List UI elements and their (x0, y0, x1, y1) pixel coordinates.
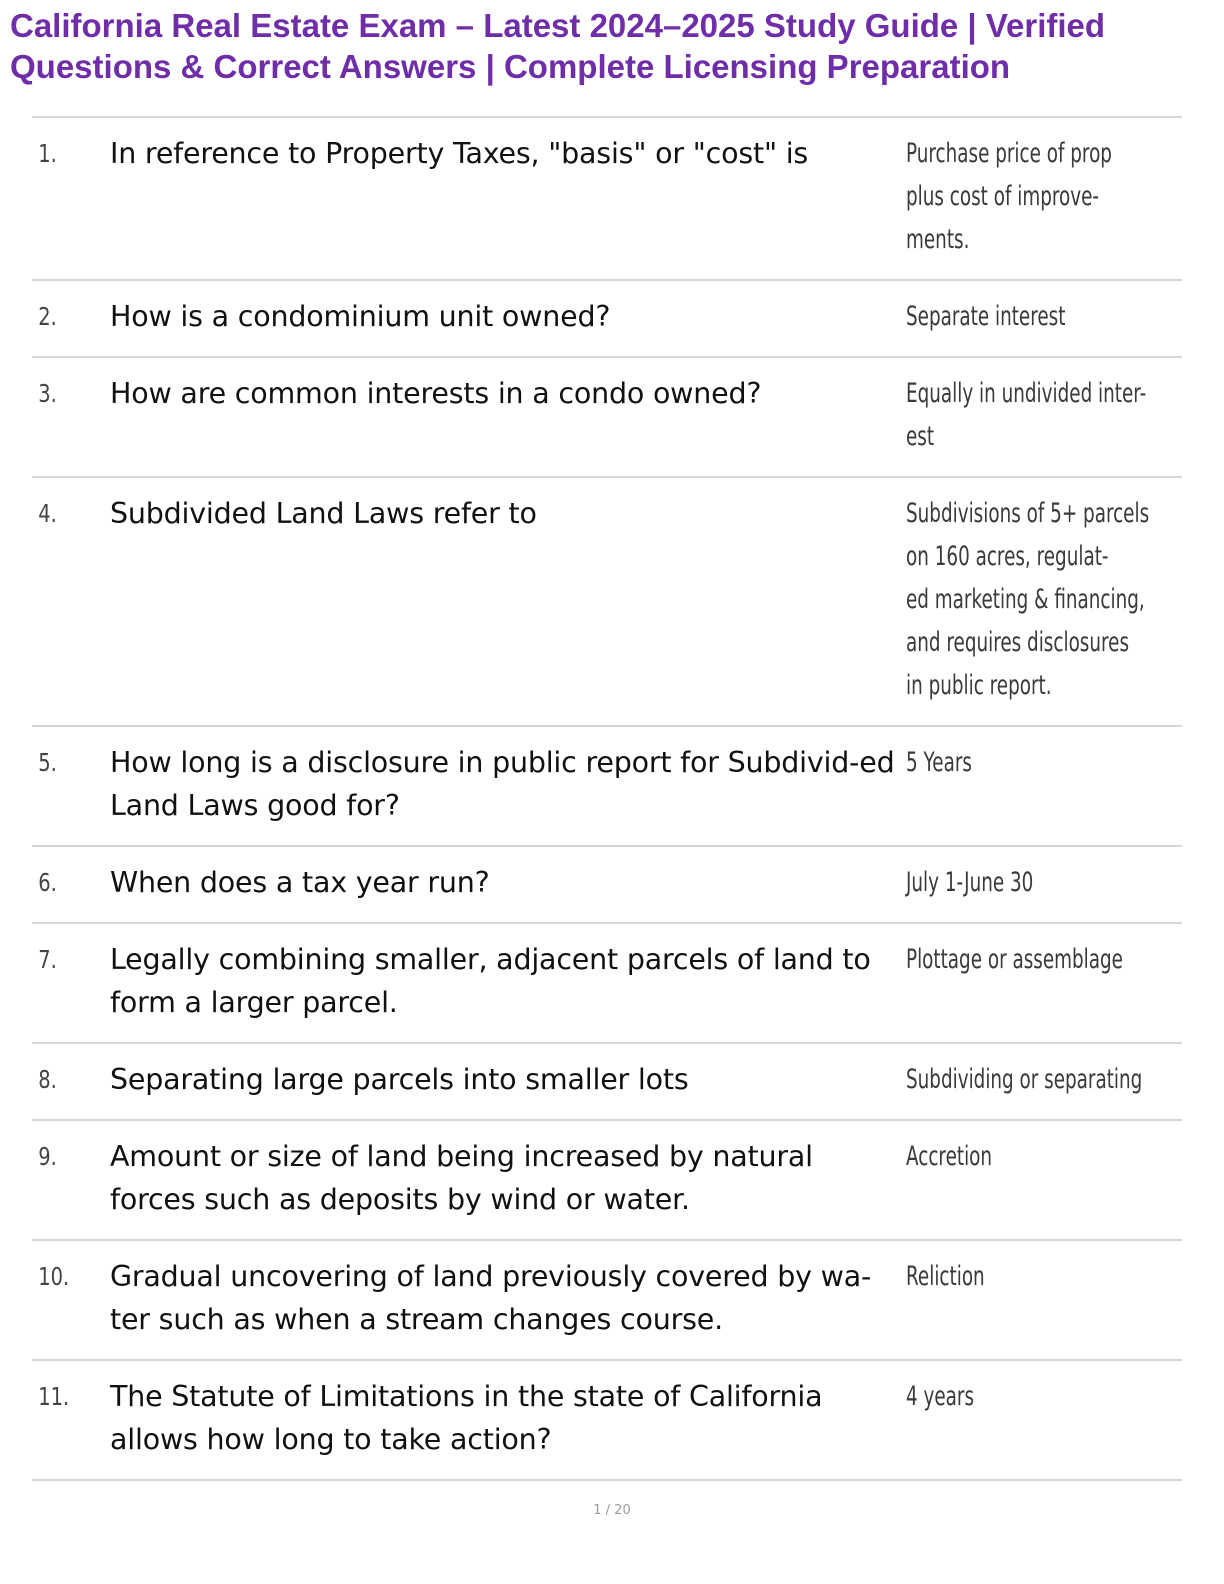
qa-list (32, 116, 1182, 1481)
question-number: 7. (38, 945, 57, 974)
answer-line: on 160 acres, regulat- (906, 541, 1109, 572)
answer-line: 4 years (906, 1381, 975, 1412)
answer-text (906, 132, 1209, 261)
qa-row (32, 847, 1182, 924)
answer-line: plus cost of improve- (906, 181, 1100, 212)
question-number: 11. (38, 1382, 70, 1411)
answer-line: Reliction (906, 1261, 985, 1292)
qa-row (32, 118, 1182, 281)
question-text: Amount or size of land being increased by natural forces such as deposits by wind or water. (110, 1140, 813, 1216)
qa-row (32, 727, 1182, 847)
question-number: 4. (38, 499, 57, 528)
answer-text (906, 1135, 1182, 1221)
question-text: How is a condominium unit owned? (110, 300, 611, 333)
answer-text (906, 492, 1224, 707)
answer-text (906, 938, 1224, 1024)
qa-row (32, 924, 1182, 1044)
answer-line: July 1-June 30 (906, 867, 1034, 898)
question-text: Legally combining smaller, adjacent parcels of land to form a larger parcel. (110, 943, 871, 1019)
answer-text (906, 1058, 1224, 1101)
document-title: California Real Estate Exam – Latest 2024–2025 Study Guide | Verified Questions & Correct Answers | Complete Licensing Preparation (10, 7, 1106, 85)
question-number: 5. (38, 748, 57, 777)
answer-text (906, 1375, 1182, 1461)
qa-row (32, 358, 1182, 478)
question-text: Separating large parcels into smaller lots (110, 1063, 689, 1096)
question-number: 6. (38, 868, 57, 897)
answer-line: Subdivisions of 5+ parcels (906, 498, 1150, 529)
page-number: 1 / 20 (593, 1503, 631, 1518)
question-text: How are common interests in a condo owned? (110, 377, 762, 410)
qa-row (32, 281, 1182, 358)
qa-row (32, 1241, 1182, 1361)
question-number: 1. (38, 139, 57, 168)
answer-line: Separate interest (906, 301, 1066, 332)
question-number: 2. (38, 302, 57, 331)
question-text: Subdivided Land Laws refer to (110, 497, 537, 530)
answer-line: Purchase price of prop (906, 138, 1112, 169)
qa-row (32, 1361, 1182, 1481)
question-number: 8. (38, 1065, 57, 1094)
answer-line: Equally in undivided inter- (906, 378, 1147, 409)
answer-line: Subdividing or separating (906, 1064, 1143, 1095)
question-number: 3. (38, 379, 57, 408)
answer-line: Accretion (906, 1141, 993, 1172)
qa-row (32, 478, 1182, 727)
answer-text (906, 861, 1182, 904)
question-number: 10. (38, 1262, 70, 1291)
question-number: 9. (38, 1142, 57, 1171)
answer-line: ed marketing & financing, (906, 584, 1145, 615)
answer-text (906, 1255, 1182, 1341)
answer-line: Plottage or assemblage (906, 944, 1123, 975)
question-text: In reference to Property Taxes, "basis" or "cost" is (110, 137, 809, 170)
answer-line: and requires disclosures (906, 627, 1130, 658)
answer-line: ments. (906, 224, 970, 255)
answer-line: 5 Years (906, 747, 972, 778)
answer-text (906, 741, 1182, 827)
question-text: When does a tax year run? (110, 866, 490, 899)
answer-text (906, 295, 1182, 338)
qa-row (32, 1044, 1182, 1121)
question-text: The Statute of Limitations in the state of California allows how long to take action? (110, 1380, 823, 1456)
answer-text (906, 372, 1224, 458)
qa-row (32, 1121, 1182, 1241)
question-text: Gradual uncovering of land previously covered by wa-ter such as when a stream changes course. (110, 1260, 872, 1336)
answer-line: est (906, 421, 935, 452)
question-text: How long is a disclosure in public report for Subdivid-ed Land Laws good for? (110, 746, 895, 822)
answer-line: in public report. (906, 670, 1052, 701)
